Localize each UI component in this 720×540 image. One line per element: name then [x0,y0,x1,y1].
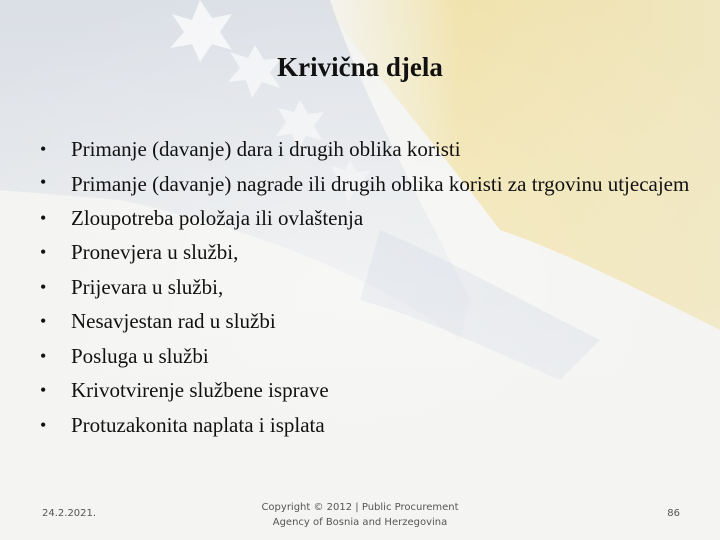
bullet-text: Primanje (davanje) nagrade ili drugih oblika koristi za trgovinu utjecajem [71,171,690,196]
bullet-dot: • [40,345,47,366]
bullet-item [40,373,700,408]
bullet-item [40,132,700,167]
bullet-item [40,270,700,305]
footer-date: 24.2.2021. [42,508,97,519]
bullet-item [40,304,700,339]
bullet-text: Nesavjestan rad u službi [71,309,276,333]
bullet-item [40,235,700,270]
bullet-dot: • [40,276,47,297]
bullet-dot: • [40,311,47,331]
bullet-text: Pronevjera u službi, [71,240,239,264]
bullet-item [40,339,700,374]
bullet-text: Posluga u službi [71,343,209,368]
bullet-dot: • [40,242,47,262]
copyright-line-2: Agency of Bosnia and Herzegovina [272,517,448,528]
bullet-text: Prijevara u službi, [71,274,224,299]
bullet-text: Protuzakonita naplata i isplata [71,412,325,437]
copyright-line-1: Copyright © 2012 | Public Procurement [261,502,459,513]
bullet-dot: • [40,139,47,159]
bullet-item [40,167,700,201]
bullet-text: Zloupotreba položaja ili ovlaštenja [71,205,364,230]
bullet-list [40,132,700,442]
bullet-dot: • [40,207,47,228]
bullet-dot: • [40,380,47,400]
footer-copyright [230,500,490,530]
bullet-item [40,201,700,236]
slide-title: Krivična djela [277,52,443,82]
bullet-item [40,408,700,443]
bullet-text: Primanje (davanje) dara i drugih oblika koristi [71,137,461,161]
bullet-dot: • [40,171,47,192]
page-number: 86 [667,508,680,519]
bullet-dot: • [40,414,47,435]
bullet-text: Krivotvirenje službene isprave [71,378,329,402]
